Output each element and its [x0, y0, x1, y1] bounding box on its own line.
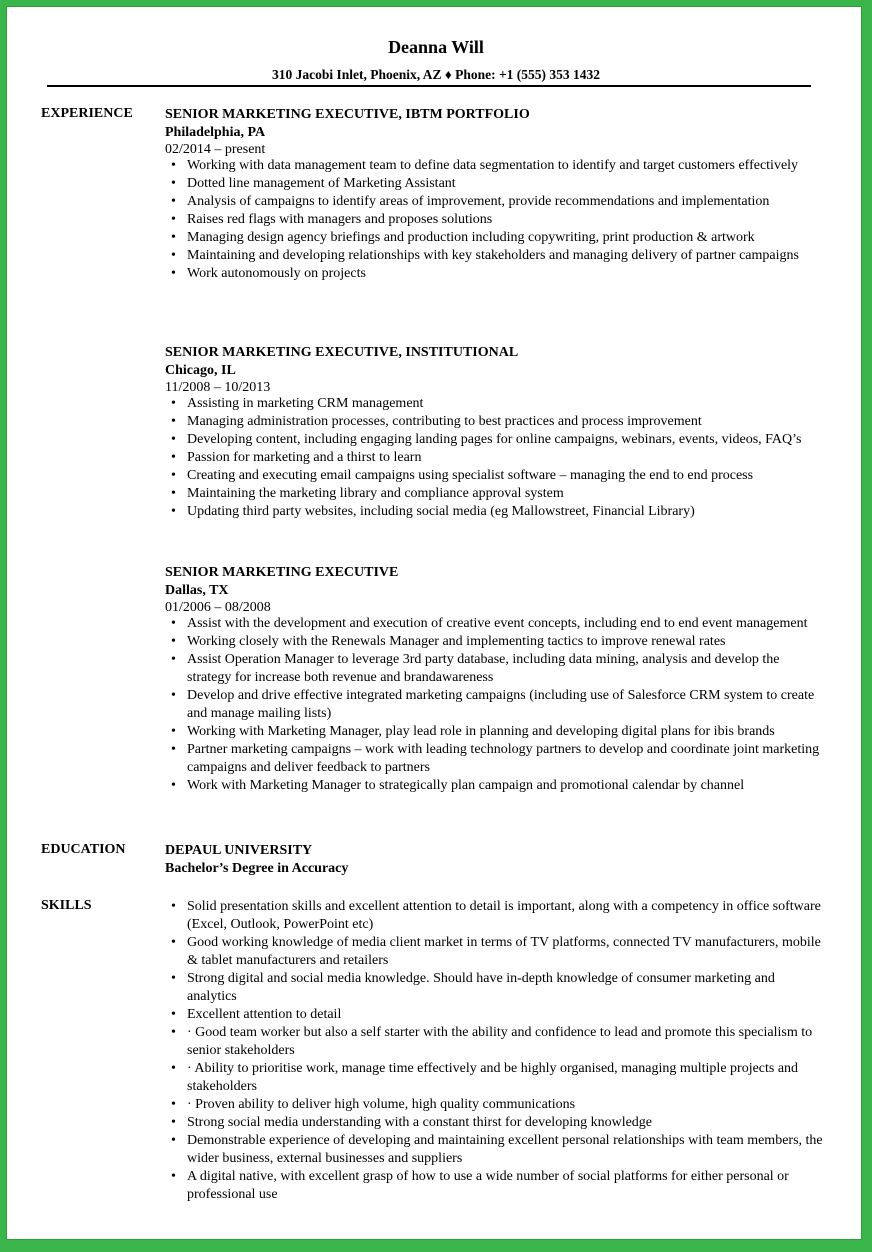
job-dates: 02/2014 – present [165, 142, 266, 157]
list-item: • Passion for marketing and a thirst to learn [187, 449, 825, 467]
list-item: • Assist Operation Manager to leverage 3rd party database, including data mining, analysis and develop the strategy for increase both revenue and brandawareness [187, 651, 825, 687]
list-item: • · Proven ability to deliver high volume, high quality communications [187, 1096, 825, 1114]
job-bullets [165, 157, 825, 283]
job-title: SENIOR MARKETING EXECUTIVE [165, 565, 399, 580]
list-item: • Developing content, including engaging landing pages for online campaigns, webinars, events, videos, FAQ’s [187, 431, 825, 449]
list-item: • Assisting in marketing CRM management [187, 395, 825, 413]
job-dates: 01/2006 – 08/2008 [165, 600, 271, 615]
degree: Bachelor’s Degree in Accuracy [165, 861, 349, 876]
list-item: • Managing design agency briefings and production including copywriting, print production & artwork [187, 229, 825, 247]
list-item: • Demonstrable experience of developing and maintaining excellent personal relationships with team members, the wider business, external businesses and suppliers [187, 1132, 825, 1168]
job-dates: 11/2008 – 10/2013 [165, 380, 271, 395]
header-divider [47, 85, 811, 87]
list-item: • Creating and executing email campaigns using specialist software – managing the end to end process [187, 467, 825, 485]
job-entry [165, 106, 825, 283]
list-item: • Raises red flags with managers and proposes solutions [187, 211, 825, 229]
list-item: • Maintaining the marketing library and compliance approval system [187, 485, 825, 503]
section-label-skills: SKILLS [41, 898, 92, 913]
list-item: • Good working knowledge of media client market in terms of TV platforms, connected TV manufacturers, mobile & tablet manufacturers and retailers [187, 934, 825, 970]
list-item: • Strong digital and social media knowledge. Should have in-depth knowledge of consumer marketing and analytics [187, 970, 825, 1006]
list-item: • Work autonomously on projects [187, 265, 825, 283]
job-title: SENIOR MARKETING EXECUTIVE, IBTM PORTFOLIO [165, 107, 530, 122]
skills-list [165, 898, 825, 1204]
list-item: • Solid presentation skills and excellent attention to detail is important, along with a competency in office software (Excel, Outlook, PowerPoint etc) [187, 898, 825, 934]
job-entry [165, 564, 825, 795]
list-item: • Excellent attention to detail [187, 1006, 825, 1024]
resume-contact: 310 Jacobi Inlet, Phoenix, AZ ♦ Phone: +1 (555) 353 1432 [271, 67, 601, 82]
list-item: • Updating third party websites, including social media (eg Mallowstreet, Financial Library) [187, 503, 825, 521]
job-title: SENIOR MARKETING EXECUTIVE, INSTITUTIONAL [165, 345, 519, 360]
resume-name: Deanna Will [388, 37, 484, 57]
list-item: • Analysis of campaigns to identify areas of improvement, provide recommendations and implementation [187, 193, 825, 211]
list-item: • Managing administration processes, contributing to best practices and process improvement [187, 413, 825, 431]
list-item: • Maintaining and developing relationships with key stakeholders and managing delivery of partner campaigns [187, 247, 825, 265]
education-entry [165, 842, 825, 878]
list-item: • Working with Marketing Manager, play lead role in planning and developing digital plans for ibis brands [187, 723, 825, 741]
job-location: Chicago, IL [165, 363, 236, 378]
list-item: • · Good team worker but also a self starter with the ability and confidence to lead and promote this specialism to senior stakeholders [187, 1024, 825, 1060]
job-entry [165, 344, 825, 521]
list-item: • · Ability to prioritise work, manage time effectively and be highly organised, managing multiple projects and stakeholders [187, 1060, 825, 1096]
skills-entry [165, 898, 825, 1204]
job-location: Philadelphia, PA [165, 125, 266, 140]
list-item: • Develop and drive effective integrated marketing campaigns (including use of Salesforce CRM system to create and manage mailing lists) [187, 687, 825, 723]
list-item: • Strong social media understanding with a constant thirst for developing knowledge [187, 1114, 825, 1132]
job-location: Dallas, TX [165, 583, 229, 598]
list-item: • Working closely with the Renewals Manager and implementing tactics to improve renewal rates [187, 633, 825, 651]
section-label-experience: EXPERIENCE [41, 106, 133, 121]
list-item: • Work with Marketing Manager to strategically plan campaign and promotional calendar by channel [187, 777, 825, 795]
job-bullets [165, 615, 825, 795]
job-bullets [165, 395, 825, 521]
list-item: • Dotted line management of Marketing Assistant [187, 175, 825, 193]
list-item: • Partner marketing campaigns – work with leading technology partners to develop and coordinate joint marketing campaigns and deliver feedback to partners [187, 741, 825, 777]
resume-page [6, 6, 862, 1240]
section-label-education: EDUCATION [41, 842, 126, 857]
school-name: DEPAUL UNIVERSITY [165, 843, 313, 858]
list-item: • Working with data management team to define data segmentation to identify and target customers effectively [187, 157, 825, 175]
list-item: • A digital native, with excellent grasp of how to use a wide number of social platforms for either personal or professional use [187, 1168, 825, 1204]
list-item: • Assist with the development and execution of creative event concepts, including end to end event management [187, 615, 825, 633]
